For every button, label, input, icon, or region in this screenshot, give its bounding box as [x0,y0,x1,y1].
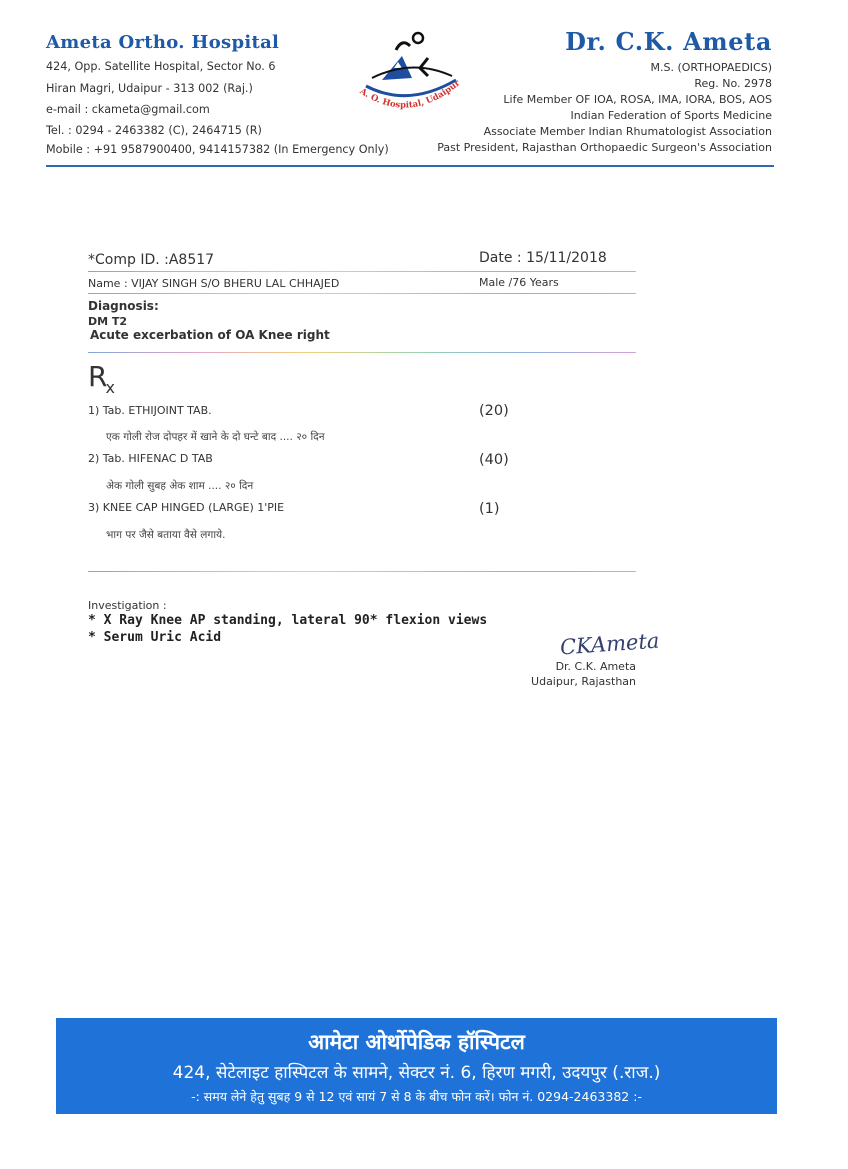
comp-id: *Comp ID. :A8517 [88,252,215,268]
divider [88,271,636,272]
footer-timing: -: समय लेने हेतु सुबह 9 से 12 एवं सायं 7 से 8 के बीच फोन करें। फोन नं. 0294-2463382 :- [191,1089,642,1104]
signature-place: Udaipur, Rajasthan [531,675,636,688]
qualification-line: Associate Member Indian Rhumatologist Association [483,125,772,138]
medicine-item-2: 2) Tab. HIFENAC D TAB [88,452,213,465]
medicine-item-3: 3) KNEE CAP HINGED (LARGE) 1'PIE [88,501,285,514]
qualification-line: Past President, Rajasthan Orthopaedic Surgeon's Association [437,141,772,154]
logo-head [413,33,423,43]
qualification-line: Life Member OF IOA, ROSA, IMA, IORA, BOS, AOS [503,93,772,106]
hospital-name: Ameta Ortho. Hospital [46,32,280,53]
logo-text: A. O. Hospital, Udaipur [357,78,463,111]
signature-name: Dr. C.K. Ameta [555,660,636,673]
qualification-line: M.S. (ORTHOPAEDICS) [650,61,772,74]
investigation-item-1: * X Ray Knee AP standing, lateral 90* flexion views [88,613,488,628]
address-line-2: Hiran Magri, Udaipur - 313 002 (Raj.) [46,82,253,95]
medicine-instruction-3: भाग पर जैसे बताया वैसे लगाये. [106,529,226,541]
doctor-name: Dr. C.K. Ameta [565,27,772,56]
footer-title: आमेटा ओर्थोपेडिक हॉस्पिटल [308,1030,525,1054]
medicine-instruction-2: अेक गोली सुबह अेक शाम .... २० दिन [106,480,254,492]
medicine-qty-1: (20) [479,403,509,419]
hospital-logo [352,28,464,118]
medicine-qty-3: (1) [479,501,500,517]
address-line-1: 424, Opp. Satellite Hospital, Sector No. 6 [46,60,276,73]
mobile-line: Mobile : +91 9587900400, 9414157382 (In Emergency Only) [46,143,389,156]
patient-gender-age: Male /76 Years [479,276,559,289]
footer-address: 424, सेटेलाइट हास्पिटल के सामने, सेक्टर नं. 6, हिरण मगरी, उदयपुर (.राज.) [172,1063,661,1083]
medicine-item-1: 1) Tab. ETHIJOINT TAB. [88,404,212,417]
logo-arm [396,43,410,50]
diagnosis-line: DM T2 [88,315,128,328]
patient-name: Name : VIJAY SINGH S/O BHERU LAL CHHAJED [88,277,340,290]
divider [88,293,636,294]
logo-swoosh-dark [372,67,452,78]
qualification-line: Reg. No. 2978 [694,77,772,90]
rx-symbol-r: R [88,360,108,393]
medicine-qty-2: (40) [479,452,509,468]
rx-symbol-x: x [105,378,115,397]
prescription-date: Date : 15/11/2018 [479,250,607,266]
diagnosis-line: Acute excerbation of OA Knee right [90,328,330,342]
investigation-label: Investigation : [88,599,167,612]
qualification-line: Indian Federation of Sports Medicine [570,109,772,122]
signature-scribble: CKAmeta [559,628,661,660]
medicine-instruction-1: एक गोली रोज दोपहर में खाने के दो घन्टे बाद .... २० दिन [106,431,325,443]
footer-banner [56,1018,777,1114]
divider [88,352,636,353]
investigation-item-2: * Serum Uric Acid [88,630,222,645]
rx-symbol [88,360,117,397]
header-divider [46,165,774,167]
diagnosis-label: Diagnosis: [88,299,159,313]
email-line: e-mail : ckameta@gmail.com [46,103,210,116]
divider [88,571,636,572]
telephone-line: Tel. : 0294 - 2463382 (C), 2464715 (R) [46,124,262,137]
